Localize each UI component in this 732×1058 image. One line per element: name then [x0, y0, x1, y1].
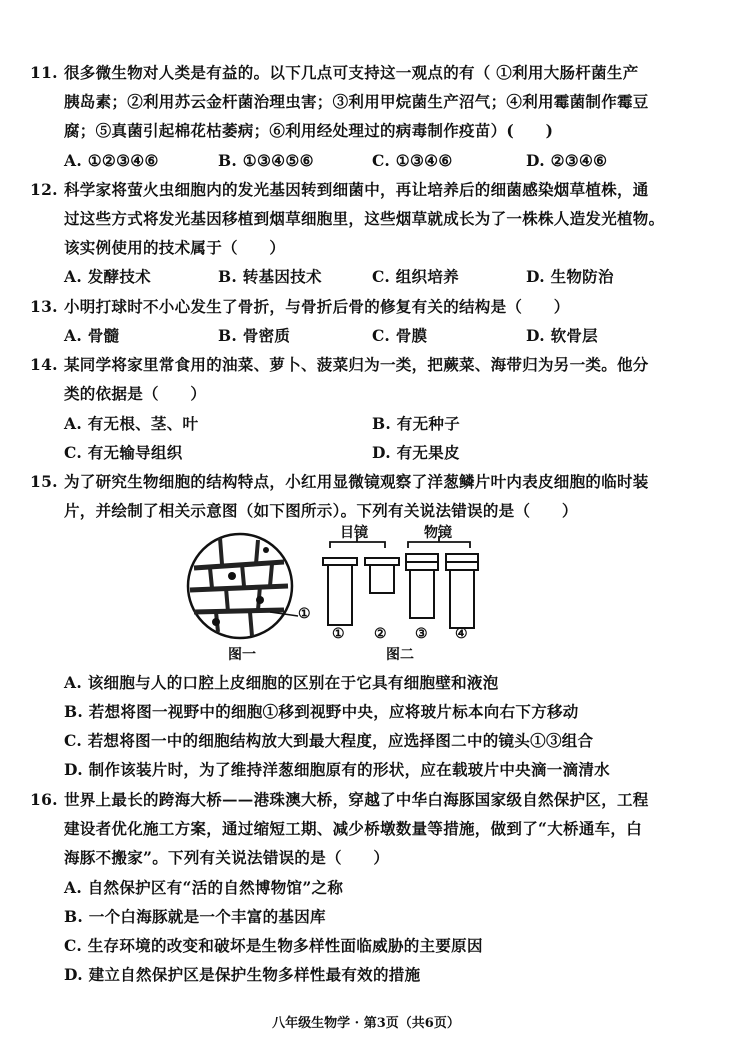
question-text-line: 世界上最长的跨海大桥——港珠澳大桥，穿越了中华白海豚国家级自然保护区，工程 [64, 790, 649, 809]
question-text-line: 某同学将家里常食用的油菜、萝卜、菠菜归为一类，把蕨菜、海带归为另一类。他分 [64, 355, 649, 374]
option-a: A. 该细胞与人的口腔上皮细胞的区别在于它具有细胞壁和液泡 [64, 673, 499, 692]
question-number: 15. [30, 472, 58, 491]
lens-label-4: ④ [455, 626, 468, 642]
option-a: A. ①②③④⑥ [64, 151, 159, 170]
question-text-line: 该实例使用的技术属于（ ） [64, 238, 286, 257]
question-text-line: 胰岛素；②利用苏云金杆菌治理虫害；③利用甲烷菌生产沼气；④利用霉菌制作霉豆 [64, 92, 649, 111]
option-d: D. 建立自然保护区是保护生物多样性最有效的措施 [64, 965, 421, 984]
option-c: C. 若想将图一中的细胞结构放大到最大程度，应选择图二中的镜头①③组合 [64, 731, 594, 750]
eyepiece-label: 目镜 [340, 525, 368, 541]
option-d: D. ②③④⑥ [526, 151, 608, 170]
question-text-line: 类的依据是（ ） [64, 384, 207, 403]
lens-3 [406, 554, 438, 618]
lens-4 [446, 554, 478, 628]
question-text-line: 小明打球时不小心发生了骨折，与骨折后骨的修复有关的结构是（ ） [64, 297, 570, 316]
question-text-line: 为了研究生物细胞的结构特点，小红用显微镜观察了洋葱鳞片叶内表皮细胞的临时装 [64, 472, 649, 491]
objective-label: 物镜 [424, 525, 452, 541]
option-d: D. 软骨层 [526, 326, 598, 345]
option-c: C. 骨膜 [372, 326, 428, 345]
lens-label-2: ② [374, 626, 387, 642]
field-of-view [188, 534, 298, 638]
option-a: A. 骨髓 [64, 326, 120, 345]
option-a: A. 有无根、茎、叶 [64, 414, 199, 433]
question-number: 12. [30, 180, 58, 199]
option-c: C. ①③④⑥ [372, 151, 453, 170]
option-b: B. 有无种子 [372, 414, 460, 433]
option-a: A. 发酵技术 [64, 267, 151, 286]
lens-1 [323, 558, 357, 625]
figure-1-caption: 图一 [228, 647, 256, 663]
page-footer: 八年级生物学 · 第3页（共6页） [272, 1016, 460, 1031]
option-b: B. 若想将图一视野中的细胞①移到视野中央，应将玻片标本向右下方移动 [64, 702, 579, 721]
question-number: 11. [30, 63, 58, 82]
lens-2 [365, 558, 399, 593]
lens-label-3: ③ [415, 626, 428, 642]
question-text-line: 很多微生物对人类是有益的。以下几点可支持这一观点的有（ ①利用大肠杆菌生产 [64, 63, 639, 82]
cell-marker-1: ① [298, 606, 311, 622]
question-text-line: 科学家将萤火虫细胞内的发光基因转到细菌中，再让培养后的细菌感染烟草植株，通 [64, 180, 649, 199]
option-b: B. 骨密质 [218, 326, 291, 345]
option-d: D. 有无果皮 [372, 443, 460, 462]
lens-label-1: ① [332, 626, 345, 642]
option-c: C. 有无输导组织 [64, 443, 183, 462]
option-c: C. 组织培养 [372, 267, 459, 286]
question-number: 13. [30, 297, 58, 316]
option-b: B. 转基因技术 [218, 267, 322, 286]
option-a: A. 自然保护区有“活的自然博物馆”之称 [64, 878, 344, 897]
option-b: B. ①③④⑤⑥ [218, 151, 314, 170]
question-number: 16. [30, 790, 58, 809]
option-c: C. 生存环境的改变和破坏是生物多样性面临威胁的主要原因 [64, 936, 483, 955]
question-text-line: 海豚不搬家”。下列有关说法错误的是（ ） [64, 848, 390, 867]
question-number: 14. [30, 355, 58, 374]
question-text-line: 过这些方式将发光基因移植到烟草细胞里，这些烟草就成长为了一株株人造发光植物。 [64, 209, 665, 228]
option-b: B. 一个白海豚就是一个丰富的基因库 [64, 907, 326, 926]
figure-2-caption: 图二 [386, 647, 414, 663]
option-d: D. 制作该装片时，为了维持洋葱细胞原有的形状，应在载玻片中央滴一滴清水 [64, 760, 610, 779]
question-text-line: 片，并绘制了相关示意图（如下图所示）。下列有关说法错误的是（ ） [64, 501, 578, 520]
question-text-line: 腐；⑤真菌引起棉花枯萎病；⑥利用经处理过的病毒制作疫苗）( ) [64, 121, 554, 140]
option-d: D. 生物防治 [526, 267, 614, 286]
question-text-line: 建设者优化施工方案，通过缩短工期、减少桥墩数量等措施，做到了“大桥通车，白 [64, 819, 643, 838]
microscope-figure [180, 525, 510, 664]
